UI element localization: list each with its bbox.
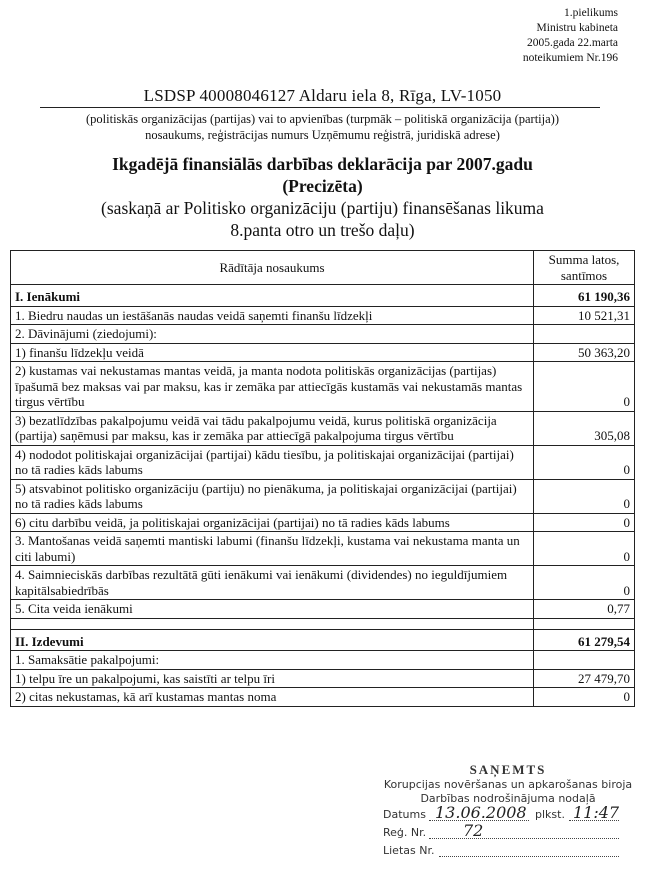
table-section-row xyxy=(11,629,635,651)
table-row xyxy=(11,688,635,707)
stamp-case-label: Lietas Nr. xyxy=(383,844,435,857)
row-amount: 10 521,31 xyxy=(534,306,635,325)
stamp-reg-value: 72 xyxy=(463,821,484,840)
table-row xyxy=(11,566,635,600)
table-row xyxy=(11,651,635,670)
title-sub-line-1: (saskaņā ar Politisko organizāciju (partiju) finansēšanas likuma xyxy=(101,198,544,218)
table-row xyxy=(11,343,635,362)
stamp-date-label: Datums xyxy=(383,808,426,821)
row-label: 1. Samaksātie pakalpojumi: xyxy=(11,651,534,670)
stamp-reg-rule xyxy=(429,826,619,839)
table-row xyxy=(11,600,635,619)
row-amount: 0 xyxy=(534,445,635,479)
table-row xyxy=(11,411,635,445)
annex-line: noteikumiem Nr.196 xyxy=(522,52,618,64)
row-amount: 0 xyxy=(534,566,635,600)
stamp-title: SAŅEMTS xyxy=(469,762,547,777)
table-header-row xyxy=(11,251,635,285)
row-label: 6) citu darbību veidā, ja politiskajai organizācijai (partijai) no tā radies kāds labums xyxy=(11,513,534,532)
row-amount: 0 xyxy=(534,513,635,532)
row-amount: 61 190,36 xyxy=(534,285,635,307)
row-label: 4) nododot politiskajai organizācijai (partijai) kādu tiesību, ja politiskajai organizācijai (partijai) no tā radies kāds labums xyxy=(11,445,534,479)
annex-line: 2005.gada 22.marta xyxy=(526,37,618,49)
header-amount xyxy=(534,251,635,285)
row-amount xyxy=(534,325,635,344)
row-amount: 0,77 xyxy=(534,600,635,619)
row-amount: 61 279,54 xyxy=(534,629,635,651)
row-amount xyxy=(534,651,635,670)
row-label: 3) bezatlīdzības pakalpojumu veidā vai tādu pakalpojumu veidā, kurus politiskā organizācija (partija) saņēmusi par maksu, kas ir zemāka par attiecīgā pakalpojuma tirgus vērtību xyxy=(11,411,534,445)
row-amount: 0 xyxy=(534,688,635,707)
organization-caption-line-2: nosaukums, reģistrācijas numurs Uzņēmumu reģistrā, juridiskā adrese) xyxy=(145,128,500,142)
table-row xyxy=(11,362,635,412)
row-label: 5) atsvabinot politisko organizāciju (partiju) no pienākuma, ja politiskajai organizācijai (partijai) no tā radies kāds labums xyxy=(11,479,534,513)
stamp-date-value: 13.06.2008 xyxy=(435,803,527,822)
row-amount: 27 479,70 xyxy=(534,669,635,688)
annex-line: 1.pielikums xyxy=(564,7,618,19)
row-amount: 0 xyxy=(534,362,635,412)
stamp-time-label: plkst. xyxy=(535,808,565,821)
row-label: 3. Mantošanas veidā saņemti mantiski labumi (finanšu līdzekļi, kustama vai nekustama manta un citi labumi) xyxy=(11,532,534,566)
table-body xyxy=(11,285,635,707)
annex-reference xyxy=(468,6,618,66)
stamp-line-2: Darbības nodrošinājuma nodaļā xyxy=(420,792,596,805)
stamp-case-field xyxy=(383,844,633,860)
stamp-case-rule xyxy=(439,844,619,857)
stamp-reg-label: Reģ. Nr. xyxy=(383,826,427,839)
table-section-row xyxy=(11,285,635,307)
row-label: 1. Biedru naudas un iestāšanās naudas veidā saņemti finanšu līdzekļi xyxy=(11,306,534,325)
header-indicator-name: Rādītāja nosaukums xyxy=(11,251,534,285)
organization-line: LSDSP 40008046127 Aldaru iela 8, Rīga, LV-1050 xyxy=(143,86,502,105)
row-amount xyxy=(534,618,635,629)
title-corrected: (Precizēta) xyxy=(282,176,363,196)
stamp-line-1: Korupcijas novēršanas un apkarošanas biroja xyxy=(383,778,633,791)
row-label: 1) telpu īre un pakalpojumi, kas saistīti ar telpu īri xyxy=(11,669,534,688)
row-label: 2. Dāvinājumi (ziedojumi): xyxy=(11,325,534,344)
organization-underline xyxy=(40,107,600,108)
annex-line: Ministru kabineta xyxy=(536,22,618,34)
row-label: I. Ienākumi xyxy=(11,285,534,307)
organization-caption-line-1: (politiskās organizācijas (partijas) vai to apvienības (turpmāk – politiskā organizācija (partija)) xyxy=(86,112,559,126)
table-spacer-row xyxy=(11,618,635,629)
header-amount-line-2: santīmos xyxy=(560,267,608,283)
title-sub-line-2: 8.panta otro un trešo daļu) xyxy=(230,220,415,240)
declaration-table xyxy=(10,250,635,707)
table-row xyxy=(11,325,635,344)
row-label: 2) citas nekustamas, kā arī kustamas mantas noma xyxy=(11,688,534,707)
row-amount: 0 xyxy=(534,479,635,513)
title-main: Ikgadējā finansiālās darbības deklarācija par 2007.gadu xyxy=(112,154,533,174)
received-stamp xyxy=(383,762,633,860)
row-label: 5. Cita veida ienākumi xyxy=(11,600,534,619)
row-label: 4. Saimnieciskās darbības rezultātā gūti ienākumi vai ienākumi (dividendes) no ieguldījumiem kapitālsabiedrībās xyxy=(11,566,534,600)
stamp-reg-field xyxy=(383,821,633,842)
document-title xyxy=(0,153,645,241)
row-amount: 50 363,20 xyxy=(534,343,635,362)
row-label: II. Izdevumi xyxy=(11,629,534,651)
stamp-date-field xyxy=(383,803,633,824)
row-label: 2) kustamas vai nekustamas mantas veidā, ja manta nodota politiskās organizācijas (partijas) īpašumā bez maksas vai par maksu, kas ir zemāka par attiecīgās kustamās vai nekustamās mantas tirgus vērtību xyxy=(11,362,534,412)
header-amount-line-1: Summa latos, xyxy=(548,252,620,267)
organization-caption xyxy=(40,111,605,143)
row-label: 1) finanšu līdzekļu veidā xyxy=(11,343,534,362)
row-amount: 305,08 xyxy=(534,411,635,445)
table-row xyxy=(11,513,635,532)
table-row xyxy=(11,306,635,325)
table-row xyxy=(11,479,635,513)
row-label xyxy=(11,618,534,629)
stamp-time-value: 11:47 xyxy=(573,803,620,822)
table-row xyxy=(11,532,635,566)
table-row xyxy=(11,445,635,479)
row-amount: 0 xyxy=(534,532,635,566)
table-row xyxy=(11,669,635,688)
